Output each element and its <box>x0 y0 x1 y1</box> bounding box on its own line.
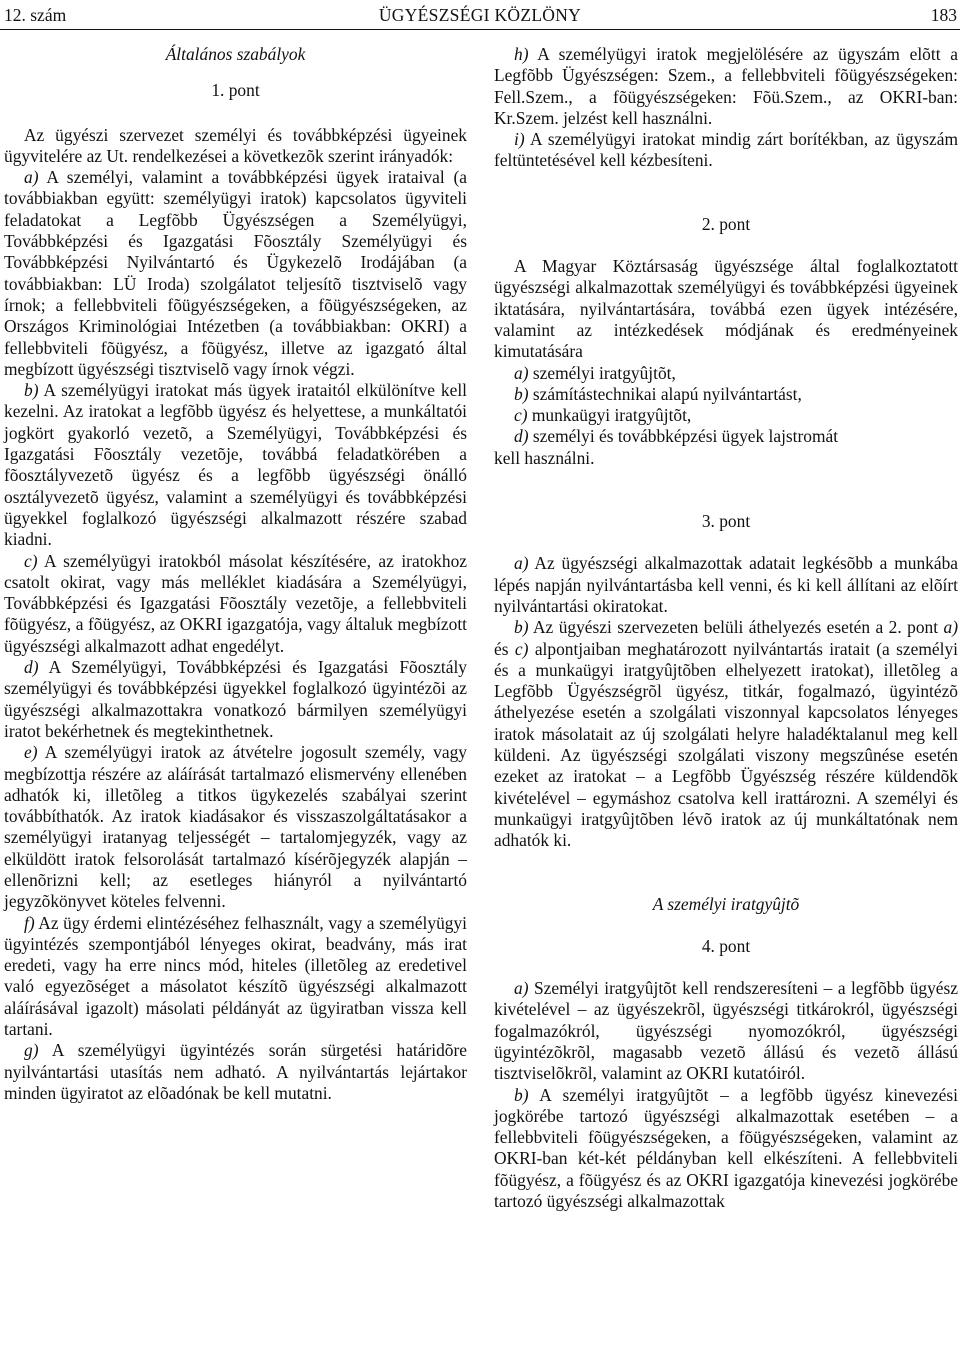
paragraph-text: A személyügyi iratokat mindig zárt borítékban, az ügyszám feltüntetésével kell kézbesíteni. <box>494 129 958 171</box>
section-title: A személyi iratgyûjtõ <box>652 893 800 914</box>
item-label: c) <box>514 405 528 426</box>
paragraph-text: A személyügyi ügyintézés során sürgetési határidõre nyilvántartási utasítás nem adható. A nyilvántartás lejártakor minden ügyiratot az elõadónak be kell mutatni. <box>4 1040 468 1103</box>
item-label: h) <box>514 44 529 64</box>
paragraph <box>494 256 958 362</box>
paragraph-text: Az ügyészi szervezet személyi és továbbképzési ügyeinek ügyvitelére az Ut. rendelkezései a következõk szerint irányadók: <box>4 124 467 166</box>
item-label: b) <box>24 380 39 401</box>
item-label: a) <box>943 617 958 638</box>
paragraph-text: A személyi iratgyûjtõt – a legfõbb ügyész kinevezési jogkörébe tartozó ügyészségi alkalmazottak esetében – a fellebbviteli fõügyészségeken, a fõügyészségeken, valamint az OKRI-ban két-két példányban kell elkészíteni. A fellebbviteli fõügyész, a fõügyész és az OKRI igazgatója kinevezési jogkörébe tartozó ügyészségi alkalmazottak <box>494 1084 959 1212</box>
list-item-text: személyi iratgyûjtõt, <box>532 362 676 383</box>
point-heading: 1. pont <box>211 80 260 101</box>
paragraph-c <box>4 551 467 657</box>
paragraph-text: A Magyar Köztársaság ügyészsége által foglalkoztatott ügyészségi alkalmazottak személyügyi és továbbképzési ügyeinek iktatására, nyilvántartására, továbbá ezen ügyek intézésére, valamint az intézkedések módjának és eredményeinek kimutatására <box>494 256 958 362</box>
paragraph-text: A személyügyi iratok megjelölésére az ügyszám elõtt a Legfõbb Ügyészségen: Szem., a fellebbviteli fõügyészségeken: Fell.Szem., a fõügyészségeken: Fõü.Szem., az OKRI-ban: Kr.Szem. jelzést kell használni. <box>494 44 959 128</box>
paragraph-text: Az ügyészségi alkalmazottak adatait legkésõbb a munkába lépés napján nyilvántartásba kell venni, és ki kell állítani az elõírt nyilvántartási okiratokat. <box>494 553 959 616</box>
paragraph-a <box>4 167 467 380</box>
paragraph-text: A Személyügyi, Továbbképzési és Igazgatási Fõosztály személyügyi és továbbképzési ügyekkel foglalkozó ügyintézõi az ügyészségi alkalmazottakra vonatkozó bármilyen személyügyi iratot bekérhetnek és megtekinthetnek. <box>4 657 468 741</box>
list-item <box>494 363 958 384</box>
paragraph-text: A személyügyi iratokból másolat készítésére, az iratokhoz csatolt okirat, vagy más melléklet kiadására a Személyügyi, Továbbképzési és Igazgatási Fõosztály vezetõje, a fellebbviteli fõügyész, a fõügyész, az OKRI igazgatója, vagy általuk megbízott ügyészségi alkalmazott adhat engedélyt. <box>4 550 467 656</box>
paragraph-b <box>494 1085 958 1213</box>
point-heading: 2. pont <box>701 213 751 234</box>
item-label: b) <box>514 617 529 638</box>
point-heading: 4. pont <box>701 935 751 956</box>
issue-number: 12. szám <box>4 5 67 25</box>
item-label: c) <box>24 550 38 571</box>
item-label: a) <box>24 167 39 188</box>
item-label: b) <box>514 383 529 404</box>
paragraph-b <box>4 380 467 550</box>
item-label: d) <box>514 426 529 447</box>
paragraph-b <box>494 617 958 851</box>
list-item <box>494 384 958 405</box>
paragraph-e <box>4 742 467 912</box>
item-label: i) <box>514 129 525 150</box>
page-number: 183 <box>930 5 957 25</box>
paragraph-text: Az ügy érdemi elintézéséhez felhasznált, vagy a személyügyi ügyintézés szempontjából lényeges okirat, beadvány, más irat eredeti, vagy ha erre nincs mód, hiteles (illetõleg az eredetivel való egyezõséget a másolatot készítõ ügyészségi alkalmazott aláírásával igazolt) másolati példányát az ügyiratban vissza kell tartani. <box>4 912 467 1040</box>
list-item-text: számítástechnikai alapú nyilvántartást, <box>532 383 802 404</box>
item-label: a) <box>514 553 529 574</box>
left-column <box>4 44 467 1104</box>
paragraph-text: Az ügyészi szervezeten belüli áthelyezés esetén a 2. pont <box>532 617 939 638</box>
paragraph <box>4 125 467 168</box>
journal-title: ÜGYÉSZSÉGI KÖZLÖNY <box>378 5 582 25</box>
item-label: a) <box>514 978 529 999</box>
point-heading: 3. pont <box>701 511 751 532</box>
list-item <box>494 426 958 447</box>
item-label: d) <box>24 657 39 678</box>
paragraph-text: A személyi, valamint a továbbképzési ügyek irataival (a továbbiakban együtt: személyügyi iratok) kapcsolatos ügyviteli feladatokat a Legfõbb Ügyészségen a Személyügyi, Továbbképzési és Igazgatási Fõosztály Személyügyi és Továbbképzési Nyilvántartó és Ügykezelõ Irodájában (a továbbiakban: LÜ Iroda) szolgálatot teljesítõ tisztviselõ vagy írnok; a fellebbviteli fõügyészségeken, a fõügyészségeken, az Országos Kriminológiai Intézetben (a továbbiakban: OKRI) a fellebbviteli fõügyész, a fõügyész, illetve az igazgató által megbízott ügyészségi tisztviselõ vagy írnok végzi. <box>4 167 467 379</box>
item-label: f) <box>24 912 35 933</box>
paragraph-i <box>494 129 958 172</box>
paragraph-text: A személyügyi iratok az átvételre jogosult személy, vagy megbízottja részére az aláírását tartalmazó elismervény ellenében adhatók ki, illetõleg a titkos ügykezelés szabályai szerint továbbíthatók. Az iratok kiadásakor és visszaszolgáltatásakor a személyügyi iratanyag teljességét – tartalomjegyzék, vagy az elküldött iratok felsorolását tartalmazó kísérõjegyzék alapján – ellenõrizni kell; az esetleges hiányról a nyilvántartó jegyzõkönyvet köteles felvenni. <box>4 742 467 912</box>
paragraph-d <box>4 657 467 742</box>
item-label: c) <box>514 638 529 659</box>
paragraph-text: Személyi iratgyûjtõt kell rendszeresíteni – a legfõbb ügyész kivételével – az ügyészekrõl, ügyészségi titkárokról, ügyészségi fogalmazókról, ügyészségi nyomozókról, ügyészségi ügyintézõkrõl, magasabb vezetõ állású és vezetõ állású tisztviselõkrõl, valamint az OKRI kutatóiról. <box>494 978 958 1084</box>
paragraph-a <box>494 553 958 617</box>
item-label: a) <box>514 362 529 383</box>
page-header <box>0 0 960 30</box>
section-title: Általános szabályok <box>165 44 306 64</box>
list-item <box>494 405 958 426</box>
item-label: g) <box>24 1040 39 1061</box>
header-rule <box>0 29 960 30</box>
paragraph-text: alpontjaiban meghatározott nyilvántartás iratait (a személyi és a munkaügyi iratgyûjtõben elhelyezett iratokat), illetõleg a Legfõbb Ügyészségrõl ügyész, titkár, fogalmazó, ügyintézõ áthelyezése esetén a szolgálati viszonnyal kapcsolatos lényeges iratok másolatait az új szolgálati helyre haladéktalanul meg kell küldeni. Az ügyészségi szolgálati viszony megszûnése esetén ezeket az iratokat – a Legfõbb Ügyészség részére küldendõk kivételével – egymáshoz csatolva kell irattározni. A személyi és munkaügyi iratgyûjtõben lévõ iratok az új munkáltatónak nem adhatók ki. <box>494 638 958 851</box>
paragraph-h <box>494 44 958 129</box>
paragraph-a <box>494 978 958 1084</box>
paragraph-f <box>4 913 467 1041</box>
right-column <box>494 44 958 1212</box>
paragraph-text: és <box>494 638 509 659</box>
paragraph-g <box>4 1040 467 1104</box>
item-label: b) <box>514 1084 529 1105</box>
list-item-text: munkaügyi iratgyûjtõt, <box>531 405 692 426</box>
item-label: e) <box>24 742 38 763</box>
list-item-text: személyi és továbbképzési ügyek lajstromát <box>532 426 839 447</box>
paragraph-text: A személyügyi iratokat más ügyek irataitól elkülönítve kell kezelni. Az iratokat a legfõbb ügyész és helyettese, a munkáltatói jogkört gyakorló vezetõ, a Személyügyi, Továbbképzési és Igazgatási Fõosztály vezetõje, továbbá feladatkörében a fõosztályvezetõ ügyész és a legfõbb ügyészségi önálló osztályvezetõ ügyész, valamint a személyügyi és továbbképzési ügyekkel foglalkozó ügyészségi alkalmazott részére szabad kiadni. <box>4 380 467 550</box>
paragraph-end: kell használni. <box>494 447 595 468</box>
